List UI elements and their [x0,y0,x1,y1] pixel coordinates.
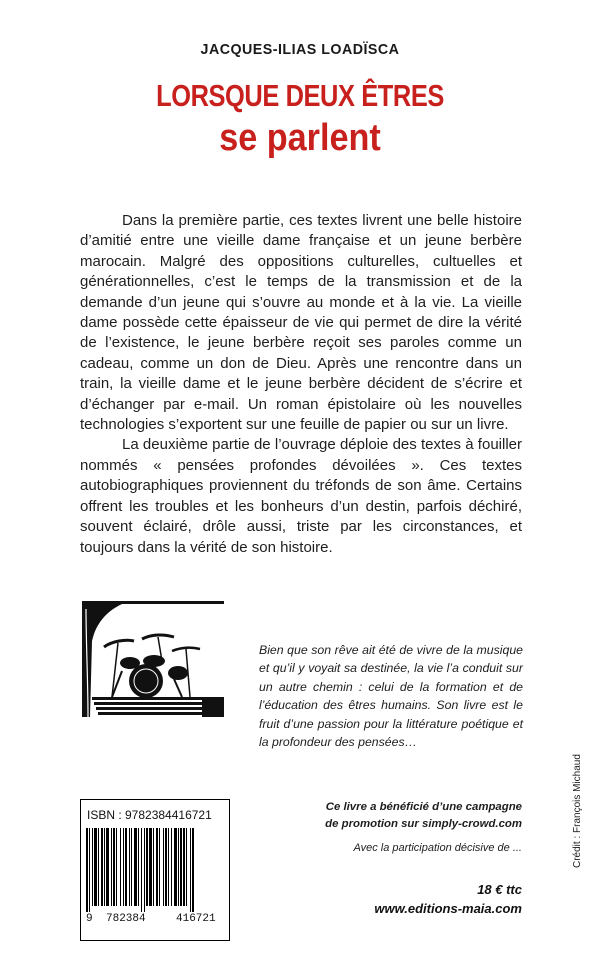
crowdfunding-note [316,799,522,833]
barcode-bar-24 [159,828,160,906]
barcode-bar-18 [141,828,142,912]
barcode-bar-0 [86,828,88,912]
barcode-bar-28 [171,828,172,906]
barcode-bar-15 [131,828,132,906]
barcode-bar-5 [101,828,103,906]
barcode-bar-25 [163,828,164,906]
barcode-bar-22 [153,828,154,906]
barcode-bar-19 [144,828,145,912]
blurb-paragraph-1: Dans la première partie, ces textes livrent une belle histoire d’amitié entre une vieille dame française et un jeune berbère marocain. Malgré des oppositions culturelles, cultuelles et générationnelles, c’est le temps de la transmission et de la demande d’un jeune qui s’ouvre au monde et à la vie. La vieille dame possède cette épaisseur de vie qui permet de dire la vérité de l’existence, le jeune berbère reçoit ses paroles comme un cadeau, comme un don de Dieu. Après une rencontre dans un train, la vieille dame et le jeune berbère décident de s’écrire et d’échanger par e-mail. Un roman épistolaire où les nouvelles technologies s’exportent sur une feuille de papier ou sur un livre. [80,212,522,434]
barcode-bar-35 [192,828,194,912]
barcode-bar-12 [123,828,124,906]
barcode-bar-17 [138,828,139,906]
author-name: JACQUES-ILIAS LOADÏSCA [200,41,400,58]
barcode-bar-13 [125,828,127,906]
blurb-paragraph-2: La deuxième partie de l’ouvrage déploie des textes à fouiller nommés « pensées profondes dévoilées ». Ces textes autobiographiques proviennent du tréfonds de son âme. Certains offrent les troubles et les bonheurs d’un destin, parfois déchiré, souvent éclairé, drôle aussi, triste par les circonstances, et toujours dans la vérité de son histoire. [80,436,522,556]
barcode-bar-4 [98,828,99,906]
barcode-bar-3 [94,828,97,906]
isbn-label: ISBN : 9782384416721 [87,808,212,822]
barcode-bar-21 [149,828,152,906]
barcode-bar-34 [190,828,191,912]
barcode-bar-31 [180,828,182,906]
barcode-bar-6 [104,828,105,906]
barcode-bar-10 [116,828,117,906]
participation-note: Avec la participation décisive de ... [353,842,522,854]
barcode-bar-29 [174,828,177,906]
photo-credit: Crédit : François Michaud [572,754,583,868]
barcode-bar-23 [156,828,158,906]
barcode-digit-first: 9 [86,913,93,925]
isbn-barcode [84,828,225,912]
barcode-bar-7 [106,828,109,906]
crowdfunding-line-2: de promotion sur simply-crowd.com [325,818,522,830]
drum-kit-illustration [82,601,224,717]
barcode-digits-left: 782384 [106,913,146,925]
barcode-bar-20 [146,828,148,906]
barcode-bar-27 [168,828,169,906]
barcode-bar-11 [120,828,121,906]
blurb [80,211,522,558]
publisher-website: www.editions-maia.com [374,901,522,916]
barcode-bar-32 [183,828,185,906]
barcode-bar-30 [178,828,179,906]
crowdfunding-line-1: Ce livre a bénéficié d’une campagne [325,801,522,813]
author-bio: Bien que son rêve ait été de vivre de la musique et qu’il y voyait sa destinée, la vie l’a conduit sur un autre chemin : celui de la formation et de l’éducation des êtres humains. Son livre est le fruit d’une passion pour la littérature poétique et la profondeur des pensées… [259,643,523,750]
barcode-bar-33 [186,828,187,906]
book-title-line2: se parlent [219,117,381,159]
barcode-bar-1 [89,828,90,912]
barcode-digits [80,913,230,929]
barcode-bar-8 [111,828,112,906]
barcode-bar-9 [113,828,115,906]
price: 18 € ttc [477,882,522,897]
barcode-bar-16 [134,828,137,906]
barcode-digits-right: 416721 [176,913,216,925]
barcode-bar-2 [92,828,93,906]
book-title-line1: LORSQUE DEUX ÊTRES [156,78,444,113]
barcode-bar-26 [165,828,167,906]
barcode-bar-14 [129,828,130,906]
